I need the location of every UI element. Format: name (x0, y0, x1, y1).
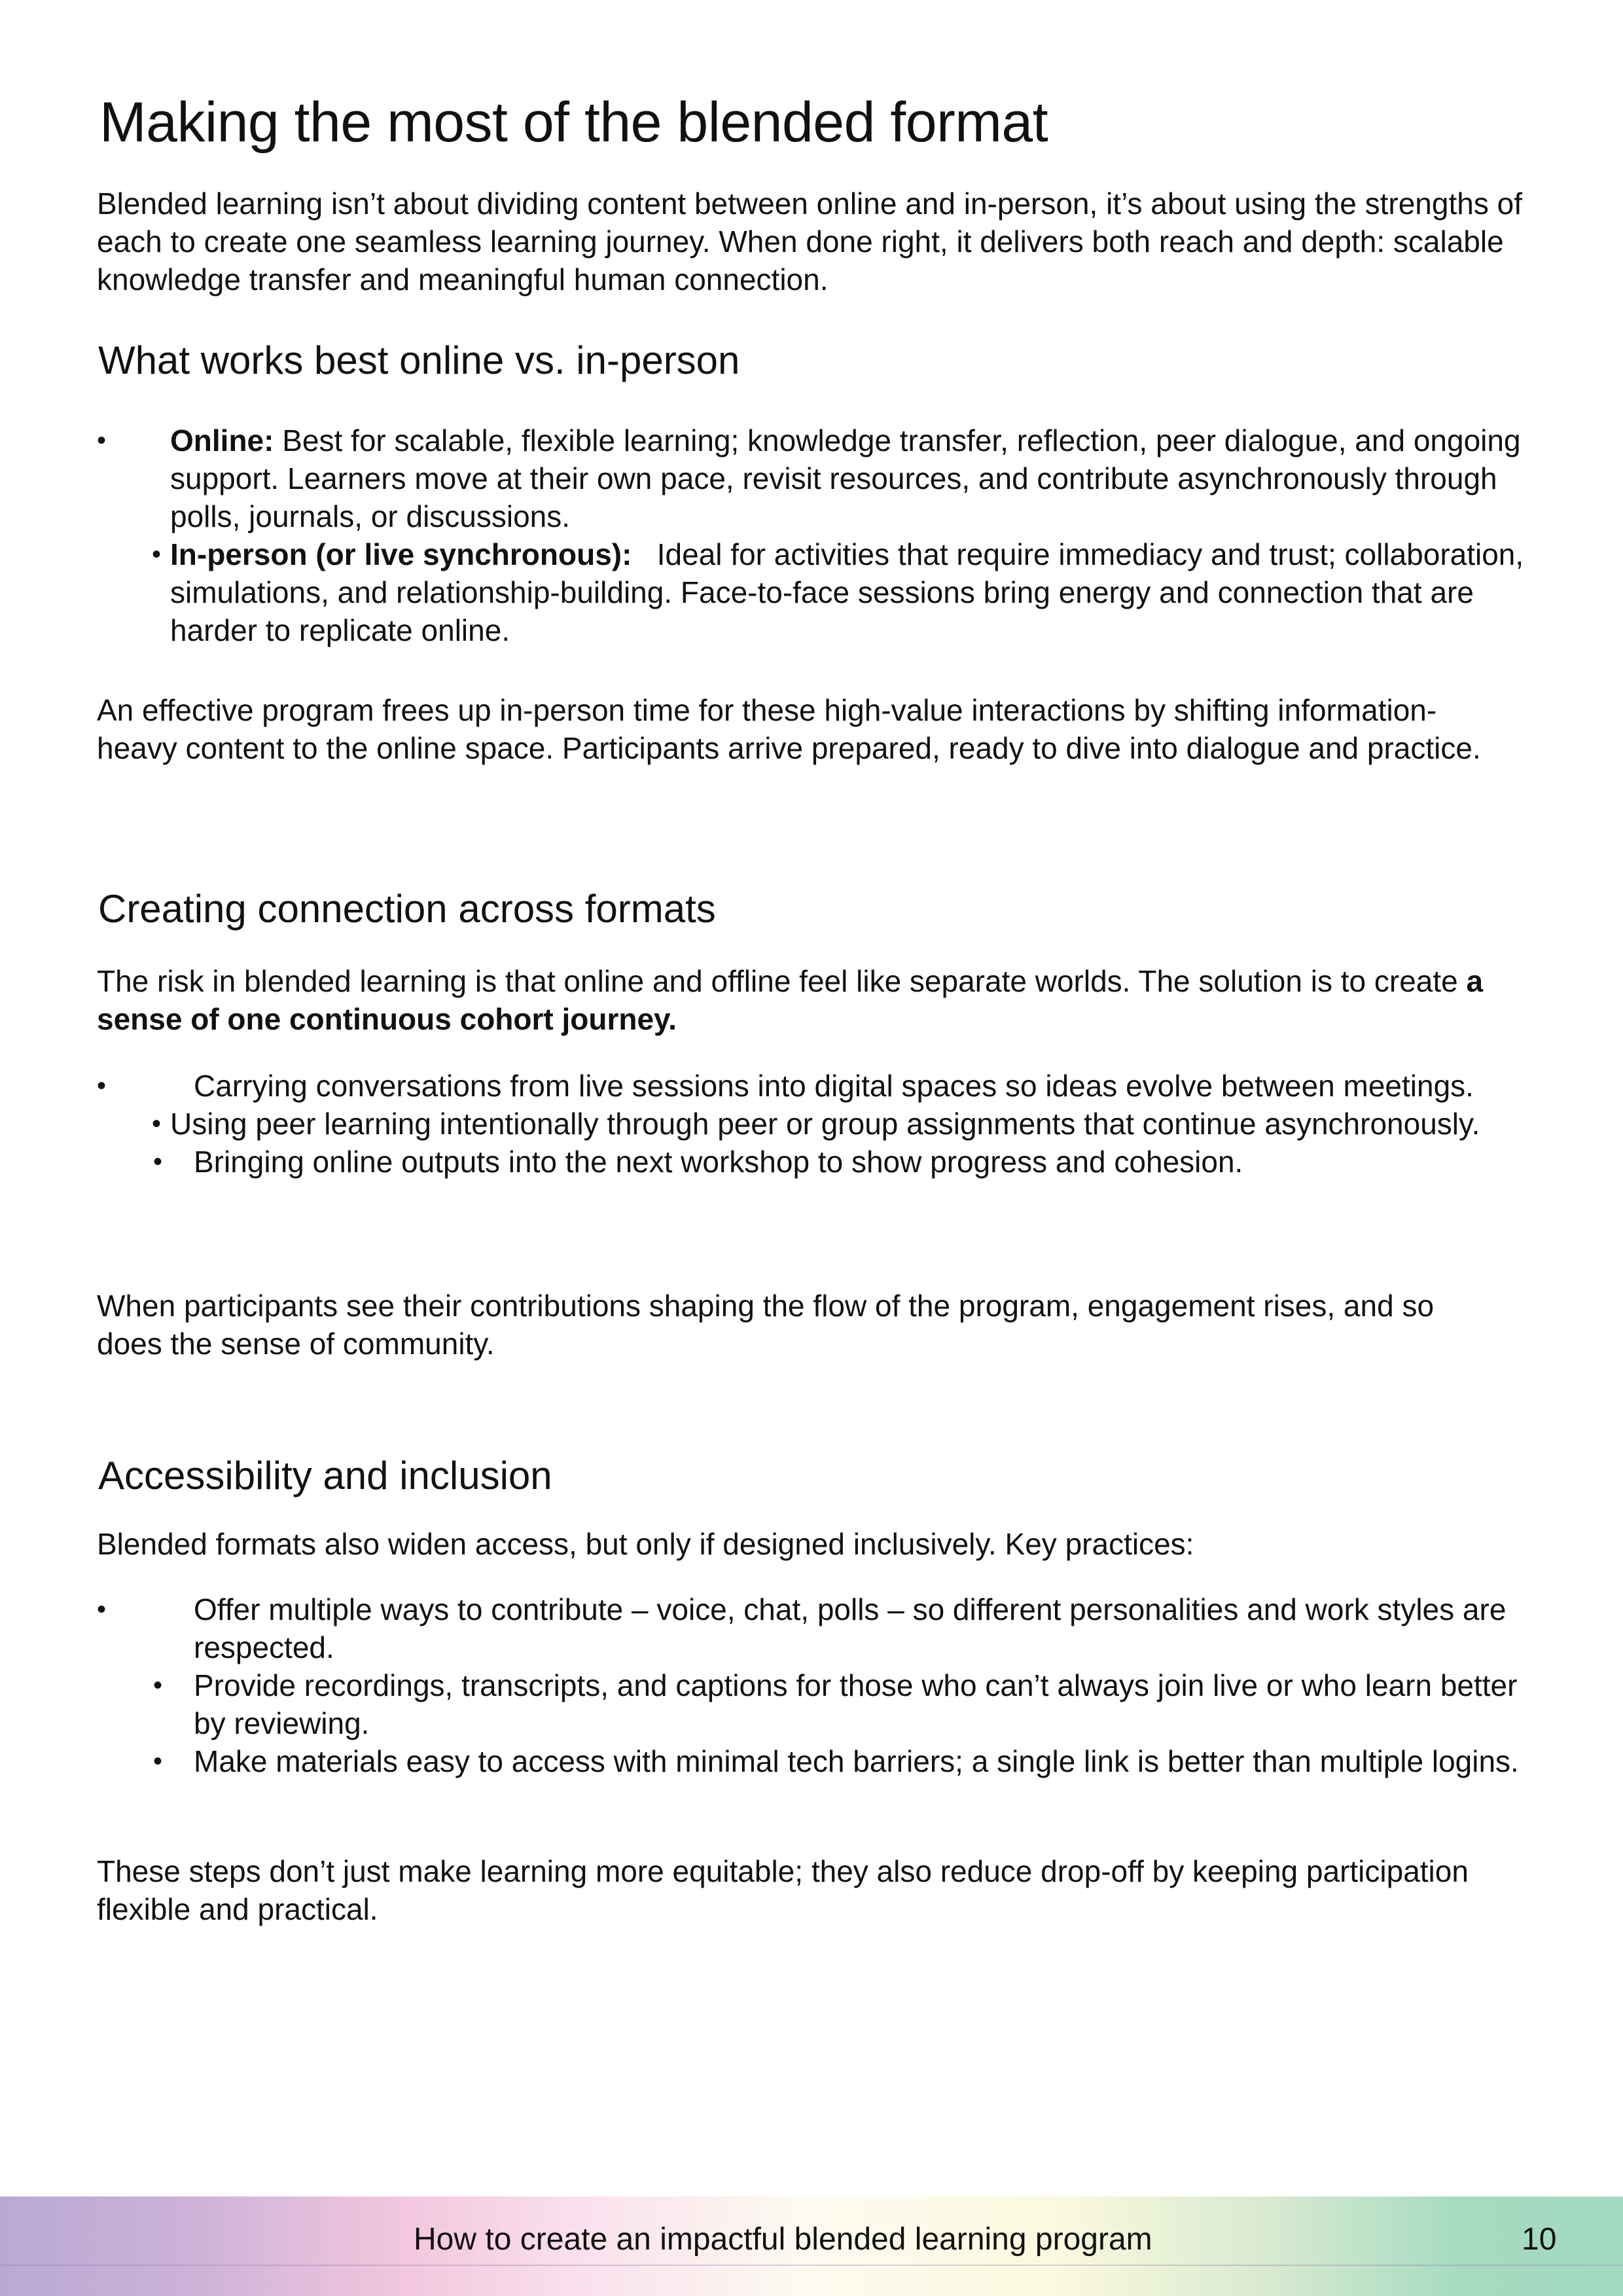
accessibility-list (97, 1590, 1550, 1780)
section-heading-accessibility: Accessibility and inclusion (98, 1454, 552, 1498)
page-title: Making the most of the blended format (99, 91, 1048, 154)
list-item (97, 1105, 1558, 1143)
bullet-icon: • (97, 1595, 107, 1624)
bullet-icon: • (153, 1671, 163, 1700)
lead-emphasis: a sense of one continuous cohort journey. (97, 964, 1484, 1036)
list-item-text: Make materials easy to access with minimal tech barriers; a single link is better than multiple logins. (194, 1744, 1519, 1778)
lead-text: The risk in blended learning is that online and offline feel like separate worlds. The solution is to create (97, 964, 1467, 998)
footer-document-title: How to create an impactful blended learning program (414, 2222, 1152, 2257)
list-item-text: Ideal for activities that require immediacy and trust; collaboration, simulations, and relationship-building. Face-to-face sessions bring energy and connection that are harder to replicate online. (170, 537, 1532, 647)
section-2-lead-paragraph (97, 962, 1524, 1038)
bullet-icon: • (97, 1071, 107, 1100)
list-item (97, 535, 1550, 649)
bullet-icon: • (153, 1747, 163, 1776)
list-item-text: Using peer learning intentionally through peer or group assignments that continue asynchronously. (170, 1107, 1480, 1141)
section-1-closing-paragraph: An effective program frees up in-person time for these high-value interactions by shifting information-heavy content to the online space. Participants arrive prepared, ready to dive into dialogue and practice. (97, 693, 1481, 765)
list-item-text: Provide recordings, transcripts, and captions for those who can’t always join live or who learn better by reviewing. (194, 1668, 1518, 1740)
bullet-icon: • (97, 426, 107, 455)
bullet-icon: • (153, 1147, 163, 1176)
list-item-text: Bringing online outputs into the next workshop to show progress and cohesion. (194, 1145, 1243, 1179)
list-item (97, 1590, 1550, 1666)
list-item-label: Online: (170, 423, 274, 457)
page-number: 10 (1522, 2222, 1557, 2257)
bullet-icon: • (152, 1109, 162, 1138)
list-item-label: In-person (or live synchronous): (170, 537, 632, 571)
section-heading-connection: Creating connection across formats (98, 887, 716, 931)
bullet-icon: • (152, 540, 162, 569)
section-heading-online-vs-inperson: What works best online vs. in-person (98, 338, 740, 382)
section-3-closing-paragraph: These steps don’t just make learning more equitable; they also reduce drop-off by keeping participation flexible and practical. (97, 1854, 1469, 1926)
list-item (97, 1143, 1550, 1181)
section-2-closing-paragraph: When participants see their contributions shaping the flow of the program, engagement rises, and so does the sense of community. (97, 1289, 1435, 1361)
list-item-text: Offer multiple ways to contribute – voice, chat, polls – so different personalities and work styles are respected. (194, 1592, 1507, 1664)
list-item (97, 1067, 1542, 1105)
list-item (97, 1666, 1550, 1742)
intro-paragraph: Blended learning isn’t about dividing content between online and in-person, it’s about using the strengths of each to create one seamless learning journey. When done right, it delivers both reach and depth: scalable knowledge transfer and meaningful human connection. (97, 187, 1522, 296)
section-3-lead-paragraph: Blended formats also widen access, but only if designed inclusively. Key practices: (97, 1527, 1194, 1561)
list-item-text: Best for scalable, flexible learning; knowledge transfer, reflection, peer dialogue, and ongoing support. Learners move at their own pace, revisit resources, and contribute asynchronously through polls, journals, or discussions. (170, 423, 1521, 533)
page-footer (0, 2197, 1623, 2296)
list-item-text: Carrying conversations from live sessions into digital spaces so ideas evolve between meetings. (194, 1069, 1474, 1103)
footer-divider (0, 2265, 1623, 2266)
list-item (97, 1742, 1550, 1780)
list-item (97, 422, 1550, 535)
connection-list (97, 1067, 1550, 1181)
online-vs-inperson-list (97, 422, 1550, 649)
